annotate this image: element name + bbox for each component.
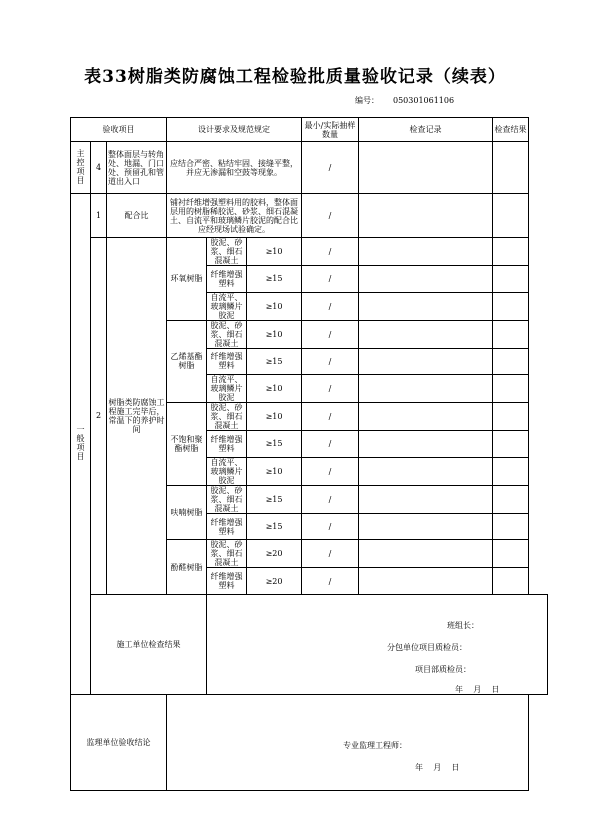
curing-result[interactable] <box>493 292 529 320</box>
curing-days: ≥20 <box>247 540 302 568</box>
main-control-sample: / <box>302 142 359 194</box>
curing-record[interactable] <box>359 266 493 293</box>
main-control-no: 4 <box>91 142 107 194</box>
curing-record[interactable] <box>359 457 493 485</box>
curing-material: 纤维增强塑料 <box>207 513 247 540</box>
general-label: 一般项目 <box>71 194 91 695</box>
curing-record[interactable] <box>359 320 493 348</box>
curing-days: ≥20 <box>247 568 302 595</box>
header-sample: 最小/实际抽样数量 <box>302 118 359 142</box>
curing-result[interactable] <box>493 540 529 568</box>
supervision-row <box>71 694 548 790</box>
general-row-1 <box>71 194 548 238</box>
curing-record[interactable] <box>359 375 493 403</box>
curing-result[interactable] <box>493 403 529 431</box>
code-label: 编号： <box>355 96 379 105</box>
curing-sample: / <box>302 457 359 485</box>
curing-days: ≥15 <box>247 348 302 375</box>
curing-result[interactable] <box>493 431 529 458</box>
curing-result[interactable] <box>493 375 529 403</box>
general-row1-name: 配合比 <box>107 194 167 238</box>
sub-inspector-label: 分包单位项目质检员： <box>387 642 468 652</box>
curing-record[interactable] <box>359 485 493 513</box>
supervision-date: 年 月 日 <box>415 762 460 772</box>
header-requirement: 设计要求及规范规定 <box>167 118 302 142</box>
curing-material: 自流平、玻璃鳞片胶泥 <box>207 457 247 485</box>
resin-type: 乙烯基酯树脂 <box>167 320 207 403</box>
curing-result[interactable] <box>493 320 529 348</box>
main-control-record[interactable] <box>359 142 493 194</box>
general-row2-no: 2 <box>91 238 107 595</box>
team-leader-label: 班组长： <box>447 620 480 630</box>
project-inspector-label: 项目部质检员： <box>415 664 472 674</box>
curing-sample: / <box>302 403 359 431</box>
supervising-engineer-label: 专业监理工程师： <box>343 740 408 750</box>
curing-days: ≥15 <box>247 431 302 458</box>
curing-sample: / <box>302 540 359 568</box>
curing-days: ≥10 <box>247 238 302 266</box>
curing-material: 胶泥、砂浆、细石混凝土 <box>207 403 247 431</box>
curing-sample: / <box>302 375 359 403</box>
curing-material: 胶泥、砂浆、细石混凝土 <box>207 238 247 266</box>
curing-result[interactable] <box>493 238 529 266</box>
curing-material: 自流平、玻璃鳞片胶泥 <box>207 375 247 403</box>
curing-sample: / <box>302 485 359 513</box>
header-record: 检查记录 <box>359 118 493 142</box>
curing-record[interactable] <box>359 403 493 431</box>
curing-result[interactable] <box>493 457 529 485</box>
curing-days: ≥10 <box>247 457 302 485</box>
curing-days: ≥10 <box>247 292 302 320</box>
curing-days: ≥10 <box>247 320 302 348</box>
curing-sample: / <box>302 320 359 348</box>
curing-record[interactable] <box>359 513 493 540</box>
curing-days: ≥15 <box>247 485 302 513</box>
general-row1-no: 1 <box>91 194 107 238</box>
document-code <box>355 95 454 106</box>
header-row <box>71 118 548 142</box>
curing-material: 胶泥、砂浆、细石混凝土 <box>207 540 247 568</box>
curing-days: ≥15 <box>247 266 302 293</box>
resin-type: 不饱和聚酯树脂 <box>167 403 207 486</box>
curing-result[interactable] <box>493 513 529 540</box>
curing-material: 自流平、玻璃鳞片胶泥 <box>207 292 247 320</box>
curing-record[interactable] <box>359 568 493 595</box>
curing-material: 纤维增强塑料 <box>207 431 247 458</box>
page-title: 表33树脂类防腐蚀工程检验批质量验收记录（续表） <box>84 67 506 87</box>
general-row1-result[interactable] <box>493 194 529 238</box>
general-row1-sample: / <box>302 194 359 238</box>
curing-result[interactable] <box>493 568 529 595</box>
main-control-requirement: 应结合严密、粘结牢固、接缝平整，并应无渗漏和空鼓等现象。 <box>167 142 302 194</box>
curing-sample: / <box>302 348 359 375</box>
curing-result[interactable] <box>493 348 529 375</box>
curing-record[interactable] <box>359 431 493 458</box>
main-control-result[interactable] <box>493 142 529 194</box>
construction-label: 施工单位检查结果 <box>91 594 207 694</box>
curing-result[interactable] <box>493 485 529 513</box>
curing-sample: / <box>302 266 359 293</box>
construction-date: 年 月 日 <box>455 684 500 694</box>
curing-sample: / <box>302 431 359 458</box>
curing-sample: / <box>302 292 359 320</box>
resin-type: 环氧树脂 <box>167 238 207 321</box>
general-row2-name: 树脂类防腐蚀工程施工完毕后，常温下的养护时间 <box>107 238 167 595</box>
general-row1-record[interactable] <box>359 194 493 238</box>
curing-days: ≥10 <box>247 403 302 431</box>
inspection-table <box>70 117 548 791</box>
curing-sample: / <box>302 513 359 540</box>
curing-material: 纤维增强塑料 <box>207 348 247 375</box>
curing-record[interactable] <box>359 238 493 266</box>
resin-type: 呋喃树脂 <box>167 485 207 540</box>
curing-result[interactable] <box>493 266 529 293</box>
header-item: 验收项目 <box>71 118 167 142</box>
header-result: 检查结果 <box>493 118 529 142</box>
curing-row <box>71 238 548 266</box>
curing-days: ≥15 <box>247 513 302 540</box>
supervision-signature-area[interactable] <box>167 694 529 790</box>
construction-signature-area[interactable] <box>207 594 548 694</box>
curing-days: ≥10 <box>247 375 302 403</box>
curing-record[interactable] <box>359 540 493 568</box>
curing-material: 胶泥、砂浆、细石混凝土 <box>207 320 247 348</box>
curing-sample: / <box>302 238 359 266</box>
code-value: 050301061106 <box>393 96 455 105</box>
general-row1-requirement: 铺衬纤维增强塑料用的胶料，整体面层用的树脂稀胶泥、砂浆、细石混凝土、自流平和玻璃鳞片胶泥的配合比应经现场试验确定。 <box>167 194 302 238</box>
main-control-label: 主控项目 <box>71 142 91 194</box>
curing-record[interactable] <box>359 348 493 375</box>
supervision-label: 监理单位验收结论 <box>71 694 167 790</box>
curing-material: 纤维增强塑料 <box>207 266 247 293</box>
resin-type: 酚醛树脂 <box>167 540 207 595</box>
construction-row <box>71 594 548 694</box>
main-control-name: 整体面层与转角处、地漏、门口处、预留孔和管道出入口 <box>107 142 167 194</box>
curing-material: 胶泥、砂浆、细石混凝土 <box>207 485 247 513</box>
curing-record[interactable] <box>359 292 493 320</box>
curing-sample: / <box>302 568 359 595</box>
curing-material: 纤维增强塑料 <box>207 568 247 595</box>
main-control-row <box>71 142 548 194</box>
